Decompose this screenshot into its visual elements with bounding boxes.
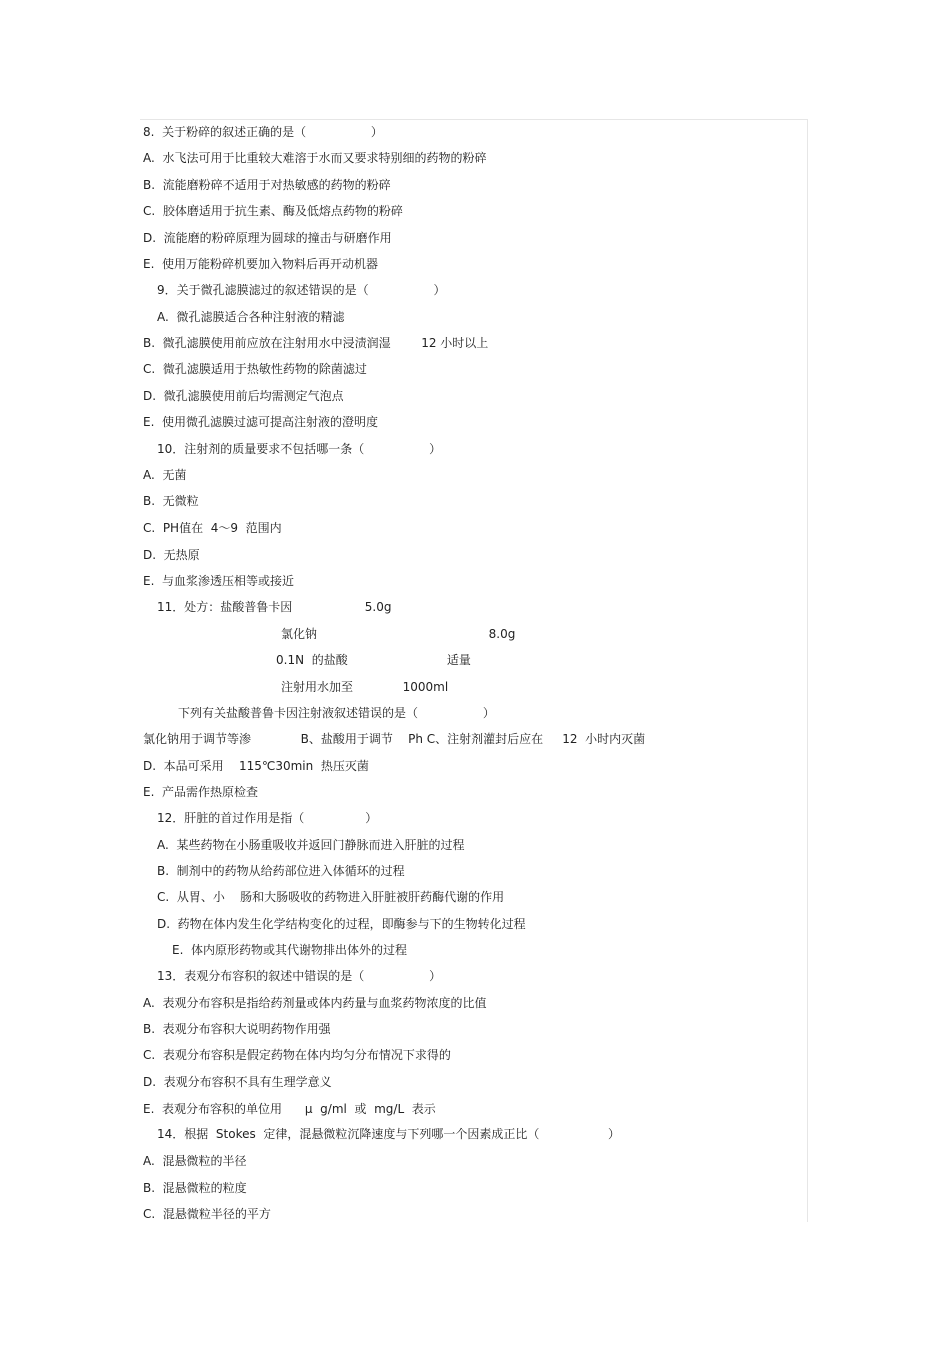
- q11-question: 下列有关盐酸普鲁卡因注射液叙述错误的是（ ）: [178, 706, 495, 720]
- q8-option-c: C. 胶体磨适用于抗生素、酶及低熔点药物的粉碎: [143, 204, 403, 218]
- q12-stem: 12．肝脏的首过作用是指（ ）: [157, 811, 378, 825]
- q11-ingredient-hcl: 0.1N 的盐酸 适量: [276, 653, 471, 667]
- q9-option-a: A. 微孔滤膜适合各种注射液的精滤: [157, 310, 345, 324]
- q13-option-a: A. 表观分布容积是指给药剂量或体内药量与血浆药物浓度的比值: [143, 996, 487, 1010]
- q13-stem: 13．表观分布容积的叙述中错误的是（ ）: [157, 969, 442, 983]
- q11-option-e: E. 产品需作热原检查: [143, 785, 259, 799]
- q13-option-c: C. 表观分布容积是假定药物在体内均匀分布情况下求得的: [143, 1048, 451, 1062]
- q10-option-e: E. 与血浆渗透压相等或接近: [143, 574, 295, 588]
- q11-ingredient-water: 注射用水加至 1000ml: [281, 680, 449, 694]
- q8-option-e: E. 使用万能粉碎机要加入物料后再开动机器: [143, 257, 379, 271]
- q13-option-b: B. 表观分布容积大说明药物作用强: [143, 1022, 331, 1036]
- q9-option-e: E. 使用微孔滤膜过滤可提高注射液的澄明度: [143, 415, 379, 429]
- q11-stem: 11．处方：盐酸普鲁卡因 5.0g: [157, 600, 392, 614]
- q11-options-abc: 氯化钠用于调节等渗 B、盐酸用于调节 Ph C、注射剂灌封后应在 12 小时内灭菌: [143, 732, 646, 746]
- q11-option-d: D. 本品可采用 115℃30min 热压灭菌: [143, 759, 369, 773]
- q8-stem: 8. 关于粉碎的叙述正确的是（ ）: [143, 125, 383, 139]
- q9-option-b: B. 微孔滤膜使用前应放在注射用水中浸渍润湿 12 小时以上: [143, 336, 489, 350]
- q10-option-c: C. PH值在 4～9 范围内: [143, 521, 282, 535]
- q8-option-d: D. 流能磨的粉碎原理为圆球的撞击与研磨作用: [143, 231, 392, 245]
- q12-option-c: C. 从胃、小 肠和大肠吸收的药物进入肝脏被肝药酶代谢的作用: [157, 890, 505, 904]
- q10-option-a: A. 无菌: [143, 468, 187, 482]
- q8-option-a: A. 水飞法可用于比重较大难溶于水而又要求特别细的药物的粉碎: [143, 151, 487, 165]
- q9-option-c: C. 微孔滤膜适用于热敏性药物的除菌滤过: [143, 362, 367, 376]
- q14-option-c: C. 混悬微粒半径的平方: [143, 1207, 271, 1221]
- q10-option-d: D. 无热原: [143, 548, 200, 562]
- q11-ingredient-nacl: 氯化钠 8.0g: [281, 627, 516, 641]
- q13-option-d: D. 表观分布容积不具有生理学意义: [143, 1075, 332, 1089]
- q12-option-a: A. 某些药物在小肠重吸收并返回门静脉而进入肝脏的过程: [157, 838, 465, 852]
- q12-option-b: B. 制剂中的药物从给药部位进入体循环的过程: [157, 864, 405, 878]
- q12-option-e: E. 体内原形药物或其代谢物排出体外的过程: [172, 943, 408, 957]
- q9-stem: 9．关于微孔滤膜滤过的叙述错误的是（ ）: [157, 283, 446, 297]
- q14-stem: 14．根据 Stokes 定律，混悬微粒沉降速度与下列哪一个因素成正比（ ）: [157, 1127, 621, 1141]
- q8-option-b: B. 流能磨粉碎不适用于对热敏感的药物的粉碎: [143, 178, 391, 192]
- q9-option-d: D. 微孔滤膜使用前后均需测定气泡点: [143, 389, 344, 403]
- q10-stem: 10．注射剂的质量要求不包括哪一条（ ）: [157, 442, 442, 456]
- q14-option-a: A. 混悬微粒的半径: [143, 1154, 247, 1168]
- q13-option-e: E. 表观分布容积的单位用 μ g/ml 或 mg/L 表示: [143, 1102, 436, 1116]
- q14-option-b: B. 混悬微粒的粒度: [143, 1181, 247, 1195]
- q12-option-d: D. 药物在体内发生化学结构变化的过程，即酶参与下的生物转化过程: [157, 917, 526, 931]
- q10-option-b: B. 无微粒: [143, 494, 199, 508]
